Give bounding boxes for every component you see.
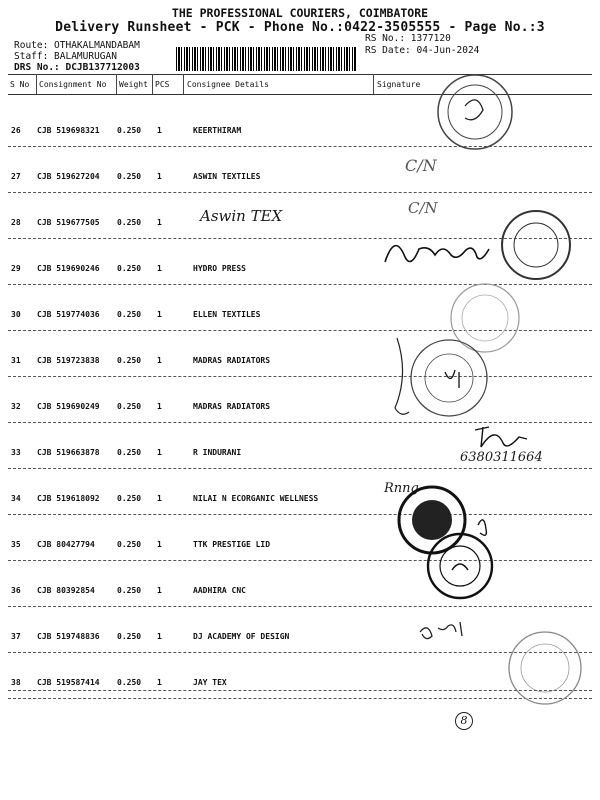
handwritten-aswin-tex: Aswin TEX [200,207,283,225]
cell-weight: 0.250 [117,126,142,135]
signature-prestige [478,520,486,535]
cell-consignment: CJB 519748836 [37,632,100,641]
stamp-hydro [502,211,570,279]
cell-consignment: CJB 519663878 [37,448,100,457]
cell-sno: 28 [11,218,21,227]
cell-consignee: ELLEN TEXTILES [193,310,261,319]
stamp-cie [438,75,512,149]
cell-consignee: MADRAS RADIATORS [193,356,271,365]
rs-number: RS No.: 1377120 [365,33,451,44]
cell-consignment: CJB 519690246 [37,264,100,273]
handwritten-phone: 6380311664 [460,450,543,465]
company-title: THE PROFESSIONAL COURIERS, COIMBATORE [171,6,429,20]
footer-rule [8,690,592,691]
cell-weight: 0.250 [117,264,142,273]
cell-sno: 31 [11,356,21,365]
col-header-sno: S No [10,80,30,89]
stamp-aadhira [428,534,492,598]
signature-hydro [385,246,489,262]
cell-pcs: 1 [157,264,162,273]
handwritten-cn: C/N [405,156,437,175]
cell-sno: 26 [11,126,21,135]
cell-consignee: HYDRO PRESS [193,264,246,273]
route-label: Route: OTHAKALMANDABAM [14,40,140,51]
handwritten-rnng: Rnng [384,481,419,496]
cell-pcs: 1 [157,172,162,181]
cell-consignment: CJB 519587414 [37,678,100,687]
cell-sno: 27 [11,172,21,181]
bracket-mark [395,338,409,414]
cell-pcs: 1 [157,448,162,457]
cell-consignment: CJB 519618092 [37,494,100,503]
signature-indurani [475,427,527,447]
cell-consignee: JAY TEX [193,678,227,687]
cell-pcs: 1 [157,356,162,365]
stamp-security [399,487,465,553]
cell-pcs: 1 [157,678,162,687]
cell-weight: 0.250 [117,356,142,365]
cell-weight: 0.250 [117,402,142,411]
cell-sno: 34 [11,494,21,503]
cell-pcs: 1 [157,494,162,503]
cell-consignee: NILAI N ECORGANIC WELLNESS [193,494,319,503]
staff-label: Staff: BALAMURUGAN [14,51,117,62]
cell-pcs: 1 [157,310,162,319]
cell-weight: 0.250 [117,310,142,319]
handwritten-cn: C/N [408,199,438,217]
cell-consignment: CJB 519627204 [37,172,100,181]
signature-dj [420,622,462,639]
cell-consignment: CJB 519698321 [37,126,100,135]
cell-sno: 29 [11,264,21,273]
cell-sno: 33 [11,448,21,457]
cell-weight: 0.250 [117,540,142,549]
col-header-signature: Signature [377,80,421,89]
stamp-madras [411,340,487,416]
cell-consignee: R INDURANI [193,448,242,457]
cell-weight: 0.250 [117,448,142,457]
col-header-consignment: Consignment No [39,80,107,89]
cell-consignment: CJB 80427794 [37,540,95,549]
cell-weight: 0.250 [117,494,142,503]
cell-weight: 0.250 [117,678,142,687]
cell-consignment: CJB 80392854 [37,586,95,595]
page-mark: 8 [455,712,473,730]
cell-weight: 0.250 [117,632,142,641]
cell-consignee: TTK PRESTIGE LID [193,540,271,549]
cell-consignee: DJ ACADEMY OF DESIGN [193,632,290,641]
cell-consignment: CJB 519723838 [37,356,100,365]
cell-weight: 0.250 [117,218,142,227]
cell-sno: 37 [11,632,21,641]
cell-weight: 0.250 [117,172,142,181]
cell-consignee: MADRAS RADIATORS [193,402,271,411]
col-header-pcs: PCS [155,80,170,89]
cell-consignee: AADHIRA CNC [193,586,246,595]
cell-sno: 36 [11,586,21,595]
runsheet-title: Delivery Runsheet - PCK - Phone No.:0422-3505555 - Page No.:3 [55,20,545,35]
cell-consignment: CJB 519677505 [37,218,100,227]
drs-number: DRS No.: DCJB137712003 [14,62,140,73]
cell-pcs: 1 [157,126,162,135]
cell-sno: 38 [11,678,21,687]
cell-pcs: 1 [157,402,162,411]
rs-date: RS Date: 04-Jun-2024 [365,45,480,56]
cell-sno: 30 [11,310,21,319]
cell-consignee: ASWIN TEXTILES [193,172,261,181]
cell-weight: 0.250 [117,586,142,595]
cell-pcs: 1 [157,632,162,641]
cell-pcs: 1 [157,540,162,549]
cell-pcs: 1 [157,586,162,595]
stamp-jay [509,632,581,704]
cell-consignment: CJB 519774036 [37,310,100,319]
cell-sno: 35 [11,540,21,549]
cell-sno: 32 [11,402,21,411]
col-header-consignee: Consignee Details [187,80,269,89]
cell-pcs: 1 [157,218,162,227]
col-header-weight: Weight [119,80,148,89]
cell-consignment: CJB 519690249 [37,402,100,411]
cell-consignee: KEERTHIRAM [193,126,242,135]
